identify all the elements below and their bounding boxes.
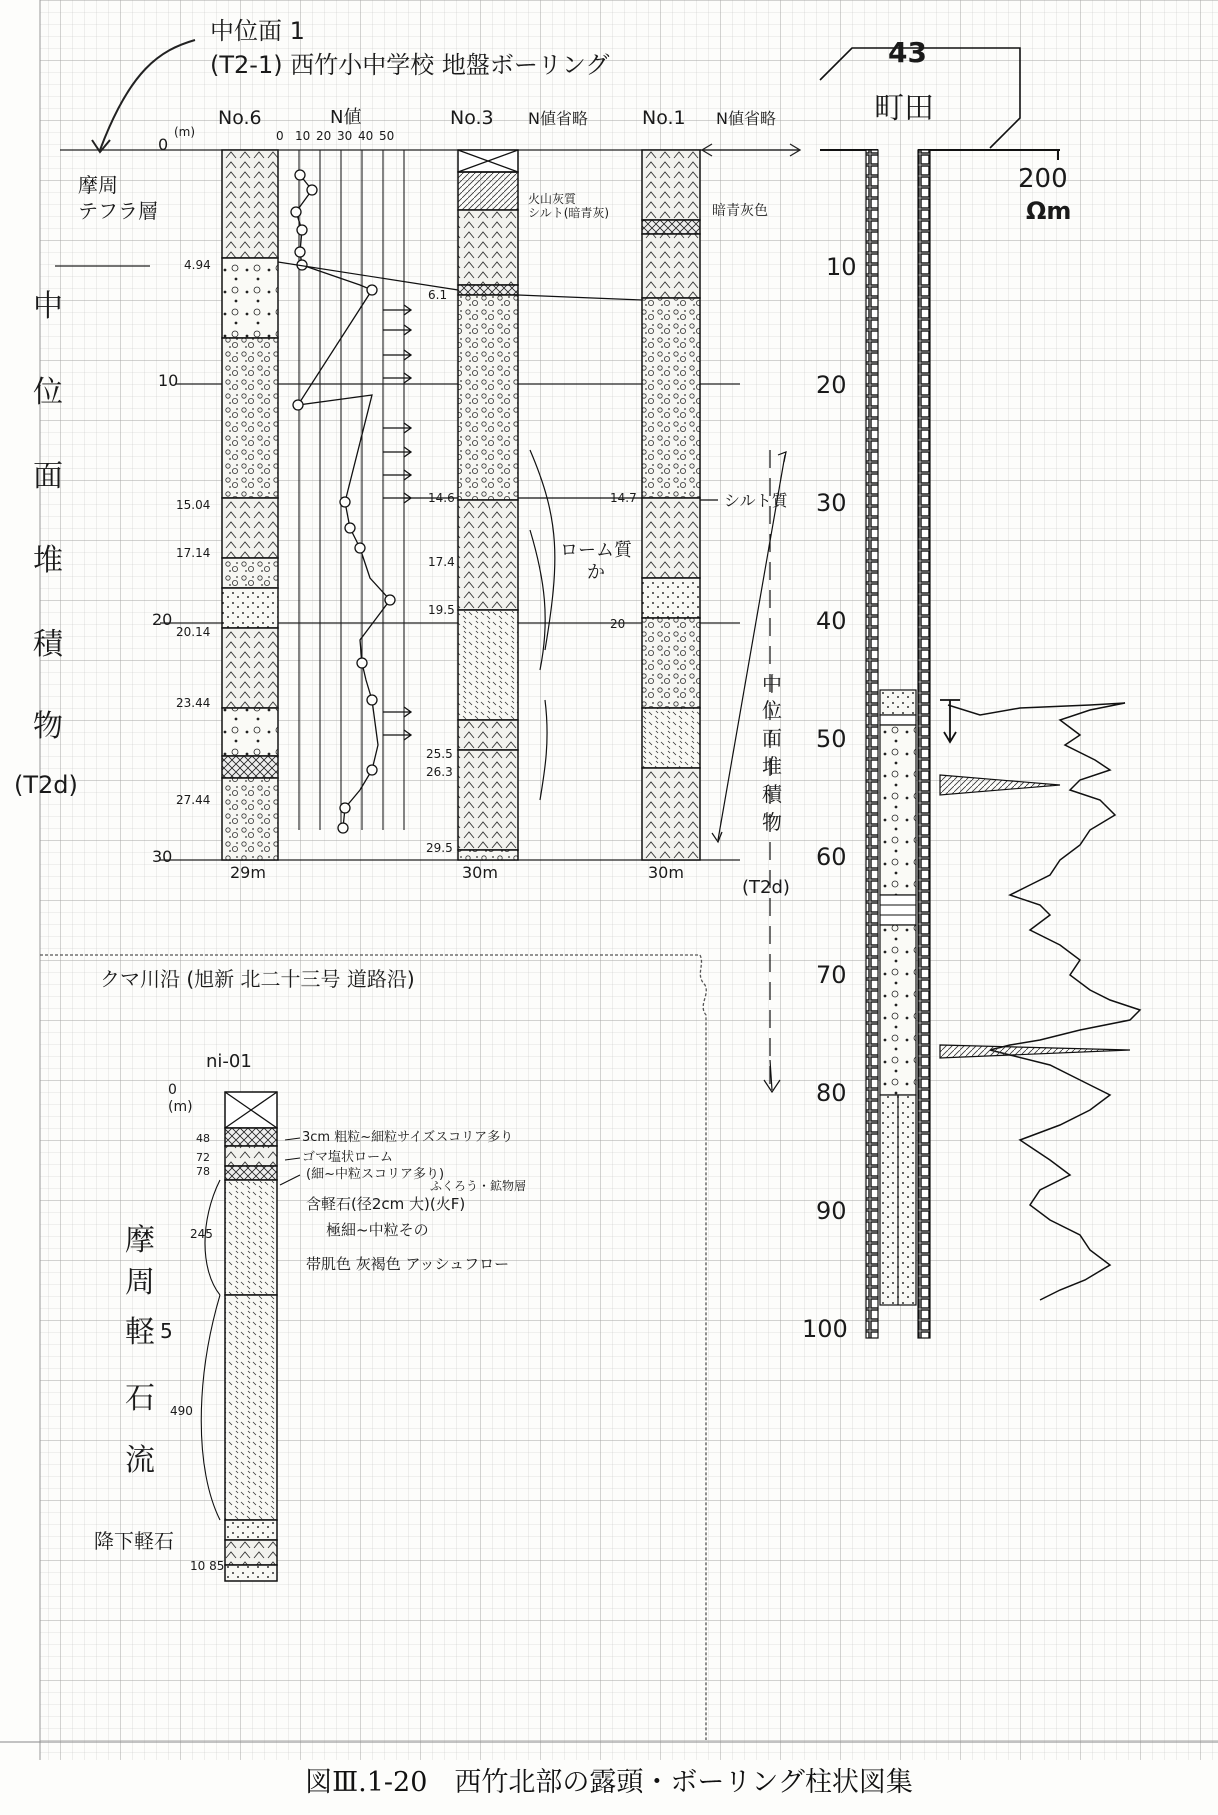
nvalue-scale-40: 40	[358, 129, 374, 143]
nvalue-scale-20: 20	[316, 129, 332, 143]
no1-label: No.1	[642, 107, 686, 129]
ni01-depth-2: 72	[196, 1151, 210, 1164]
ni01-note-7: 帯肌色 灰褐色 アッシュフロー	[306, 1255, 510, 1273]
mashu-char-3: 軽	[125, 1315, 155, 1350]
no6-bottom: 29m	[230, 863, 266, 882]
right-deposit-char-2: 位	[762, 698, 782, 722]
no3-depth-5: 25.5	[426, 747, 453, 761]
no3-depth-3: 17.4	[428, 555, 455, 569]
machida-name: 町田	[874, 91, 934, 126]
ni01-depth-3: 78	[196, 1165, 210, 1178]
nvalue-scale-30: 30	[337, 129, 353, 143]
depth-10: 10	[158, 371, 179, 390]
ni01-unit: 0 (m)	[168, 1082, 193, 1115]
ni01-depth-6: 10 85	[190, 1559, 225, 1573]
right-deposit-char-6: 物	[762, 810, 782, 834]
ni01-note-4: ふくろう・鉱物層	[430, 1179, 527, 1193]
nvalue-scale-10: 10	[295, 129, 311, 143]
ni01-note-6: 極細~中粒その	[326, 1221, 429, 1239]
no3-depth-1: 6.1	[428, 288, 448, 302]
no6-label: No.6	[218, 107, 262, 129]
mashu-char-2: 周	[125, 1265, 155, 1300]
title-line-2: (T2-1) 西竹小中学校 地盤ボーリング	[210, 51, 610, 79]
nvalue-label: N値	[330, 107, 362, 128]
machida-depth-90: 90	[816, 1197, 847, 1225]
machida-depth-30: 30	[816, 489, 847, 517]
no6-column	[222, 150, 278, 860]
no3-depth-4: 19.5	[428, 603, 455, 617]
tephra-label: 摩周 テフラ層	[78, 173, 158, 223]
no3-depth-6: 26.3	[426, 765, 453, 779]
no1-bottom: 30m	[648, 863, 684, 882]
deposit-char-4: 堆	[33, 543, 63, 578]
machida-depth-70: 70	[816, 961, 847, 989]
deposit-char-1: 中	[33, 289, 63, 324]
mashu-char-5: 流	[125, 1443, 155, 1478]
no3-label: No.3	[450, 107, 494, 129]
machida-number: 43	[888, 36, 927, 69]
no6-depth-4: 20.14	[176, 625, 211, 639]
no6-depth-3: 17.14	[176, 546, 211, 560]
right-deposit-code: (T2d)	[742, 877, 790, 898]
machida-depth-50: 50	[816, 725, 847, 753]
no6-depth-2: 15.04	[176, 498, 211, 512]
resistivity-unit: Ωm	[1026, 197, 1072, 225]
deposit-char-2: 位	[33, 375, 63, 410]
no3-top-note: 火山灰質 シルト(暗青灰)	[528, 192, 610, 221]
deposit-char-5: 積	[33, 627, 63, 662]
machida-depth-80: 80	[816, 1079, 847, 1107]
depth-0: 0	[158, 135, 169, 154]
ni01-depth-1: 48	[196, 1132, 210, 1145]
no3-bottom: 30m	[462, 863, 498, 882]
right-deposit-char-5: 積	[762, 782, 782, 806]
mashu-char-1: 摩	[125, 1223, 155, 1258]
machida-depth-60: 60	[816, 843, 847, 871]
ni01-note-5: 含軽石(径2cm 大)(火F)	[306, 1195, 466, 1213]
ni01-note-2: ゴマ塩状ローム	[302, 1150, 394, 1165]
no1-column	[642, 150, 700, 860]
no1-note: N値省略	[716, 109, 776, 128]
depth-unit: (m)	[174, 125, 196, 139]
figure-caption: 図Ⅲ.1-20 西竹北部の露頭・ボーリング柱状図集	[305, 1767, 913, 1798]
no3-column	[458, 150, 518, 860]
machida-depth-100: 100	[802, 1315, 848, 1343]
ni01-note-3: (細~中粒スコリア多り)	[306, 1167, 445, 1182]
ni01-depth-5: 490	[170, 1404, 193, 1418]
no3-note: N値省略	[528, 109, 588, 128]
no1-depth-2: 20	[610, 617, 626, 631]
right-deposit-char-1: 中	[762, 672, 782, 696]
silt-note: シルト質	[724, 491, 788, 510]
ni01-note-1: 3cm 粗粒~細粒サイズスコリア多り	[302, 1130, 514, 1145]
no3-depth-7: 29.5	[426, 841, 453, 855]
no1-depth-1: 14.7	[610, 491, 637, 505]
nvalue-scale-0: 0	[276, 129, 284, 143]
deposit-code: (T2d)	[14, 771, 78, 799]
deposit-char-6: 物	[33, 709, 63, 744]
mashu-char-4: 石	[125, 1381, 155, 1416]
no6-depth-5: 23.44	[176, 696, 211, 710]
no6-depth-1: 4.94	[184, 258, 211, 272]
resistivity-value: 200	[1018, 164, 1068, 194]
machida-depth-20: 20	[816, 371, 847, 399]
ni01-label: ni-01	[206, 1051, 252, 1072]
mashu-sub: 5	[160, 1319, 173, 1343]
machida-depth-10: 10	[826, 253, 857, 281]
no6-depth-6: 27.44	[176, 793, 211, 807]
ni01-column	[225, 1092, 277, 1581]
deposit-char-3: 面	[33, 459, 63, 494]
right-deposit-char-3: 面	[762, 726, 782, 750]
nvalue-scale-50: 50	[379, 129, 395, 143]
no1-top-note: 暗青灰色	[712, 203, 768, 219]
ni01-depth-4: 245	[190, 1227, 213, 1241]
depth-20: 20	[152, 610, 173, 629]
pumice-fall-label: 降下軽石	[94, 1529, 174, 1553]
lower-section-title: クマ川沿 (旭新 北二十三号 道路沿)	[100, 967, 415, 991]
no3-depth-2: 14.6	[428, 491, 455, 505]
depth-30: 30	[152, 847, 173, 866]
machida-depth-40: 40	[816, 607, 847, 635]
title-line-1: 中位面 1	[210, 17, 305, 45]
right-deposit-char-4: 堆	[762, 754, 782, 778]
loam-note: ローム質 か	[560, 540, 632, 583]
